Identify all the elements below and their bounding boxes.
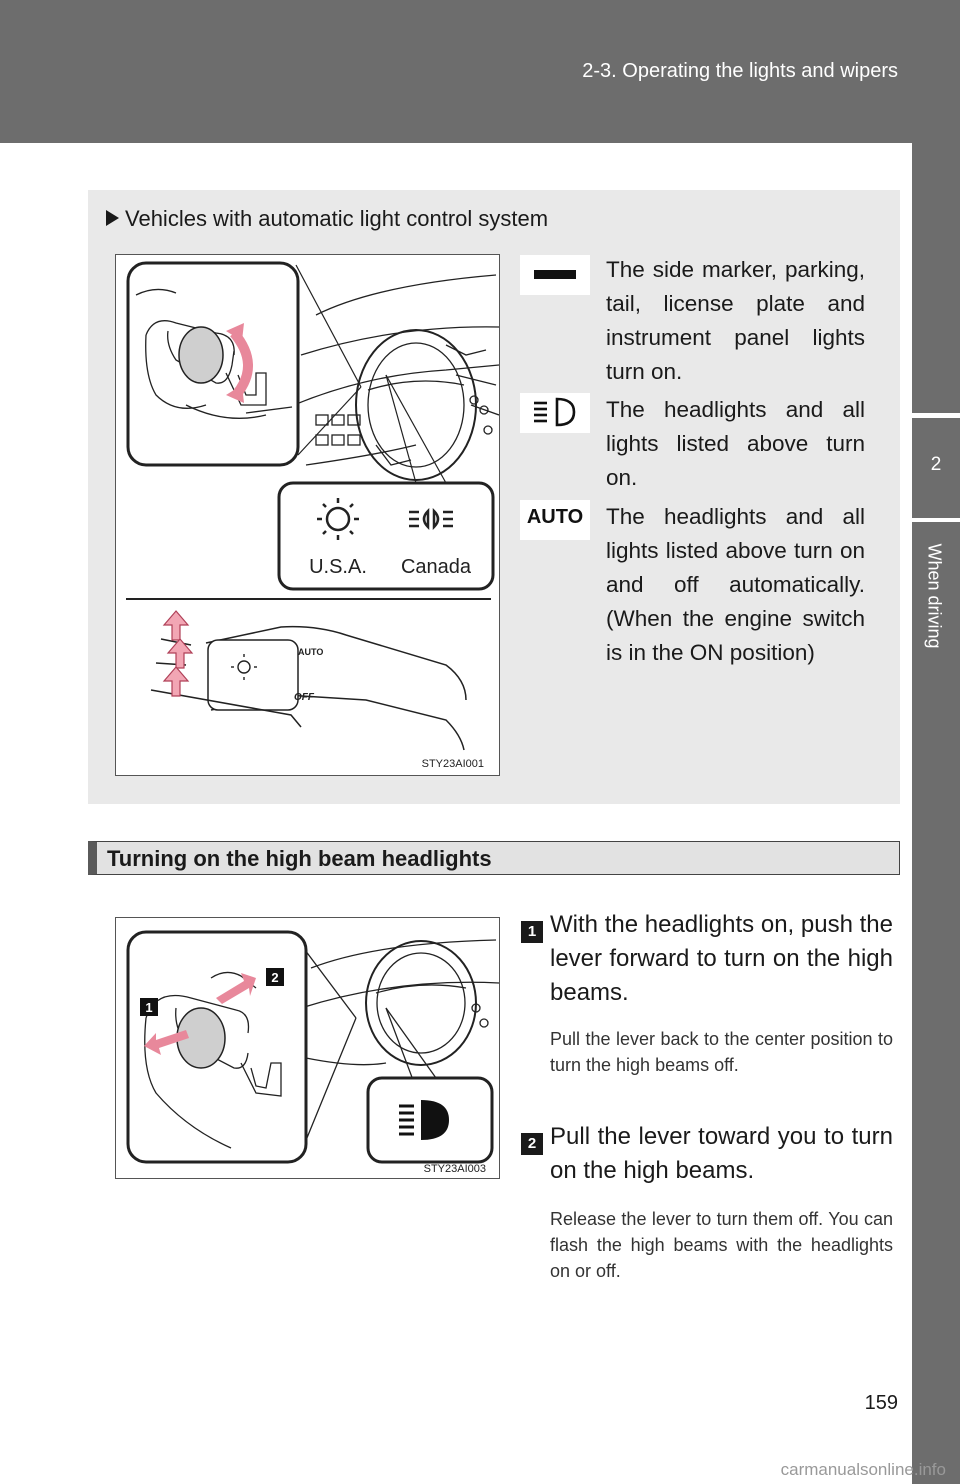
auto-icon [520,500,590,540]
step-2-badge: 2 [521,1133,543,1155]
chapter-title: When driving [924,543,945,649]
callout-2: 2 [271,970,279,985]
section-heading [88,841,900,875]
figure2-code: STY23AI003 [423,1163,486,1175]
headlight-icon [520,393,590,433]
usa-label: U.S.A. [309,556,367,578]
step-2-note: Release the lever to turn them off. You can flash the high beams with the headlights on or off. [550,1209,893,1281]
step-1-badge: 1 [521,921,543,943]
canada-label: Canada [400,556,472,578]
auto-icon-text: AUTO [526,506,584,528]
parking-lights-icon [520,255,590,295]
watermark: carmanualsonline.info [780,1460,946,1479]
section-title: 2-3. Operating the lights and wipers [582,60,898,82]
light-switch-drawing [116,255,499,775]
high-beam-illustration [115,917,500,1179]
box-heading [106,206,548,232]
parking-lights-description: The side marker, parking, tail, license plate and instrument panel lights turn on. [606,257,865,384]
chapter-number: 2 [930,454,942,475]
lever-auto-label: AUTO [298,647,324,657]
page-number: 159 [864,1392,898,1414]
figure1-code: STY23AI001 [421,758,484,770]
step-2-text: Pull the lever toward you to turn on the high beams. [550,1123,893,1184]
lever-off-label: OFF [294,692,314,703]
chapter-tab [912,418,960,518]
light-switch-illustration [115,254,500,776]
pointer-arrow-icon [106,210,119,226]
auto-description: The headlights and all lights listed above turn on and off automatically. (When the engine switch is in the ON position) [606,504,865,665]
step-1-note: Pull the lever back to the center position to turn the high beams off. [550,1029,893,1075]
side-strip [912,522,960,1484]
section-heading-text: Turning on the high beam headlights [107,846,492,871]
high-beam-drawing [116,918,499,1178]
side-tab-upper [912,143,960,413]
headlight-description: The headlights and all lights listed above turn on. [606,397,865,490]
box-heading-text: Vehicles with automatic light control system [125,206,549,231]
step-1-text: With the headlights on, push the lever forward to turn on the high beams. [550,911,893,1006]
callout-1: 1 [145,1000,153,1015]
